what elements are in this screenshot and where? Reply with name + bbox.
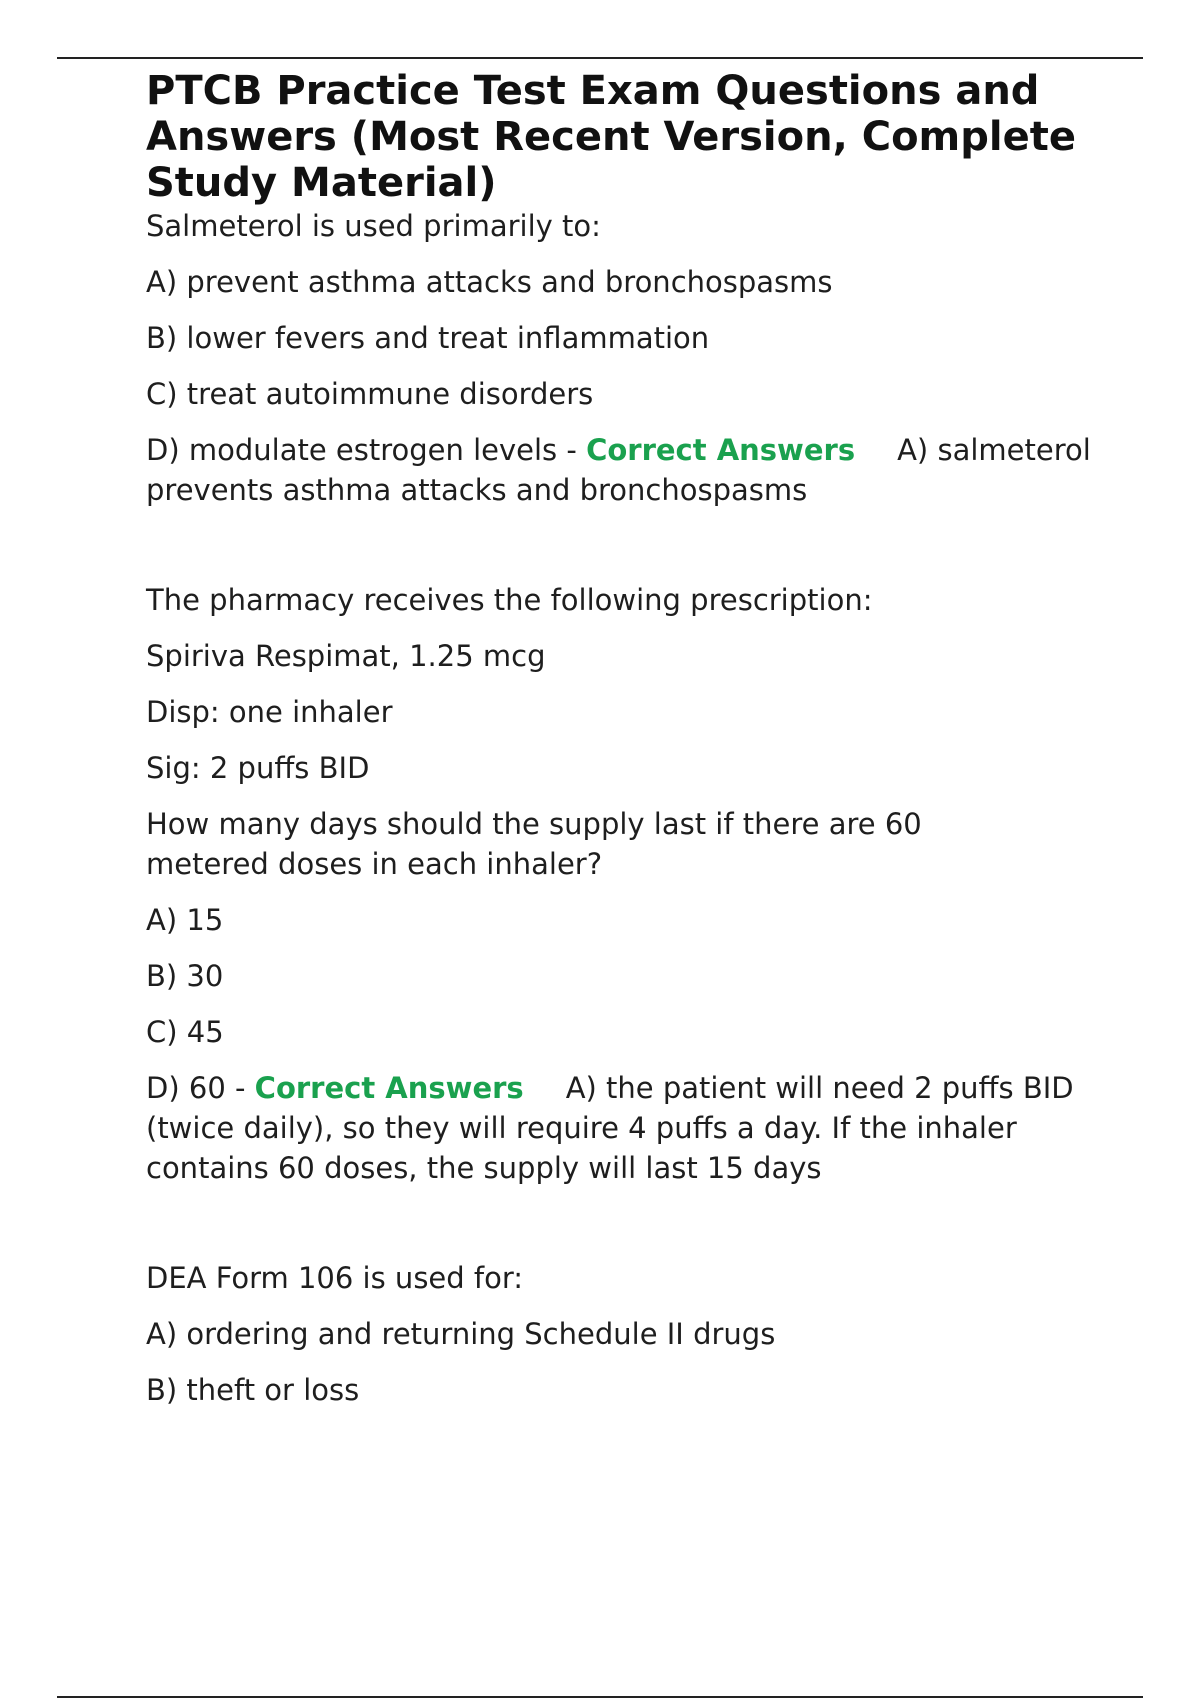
answer-option-with-key	[146, 430, 1106, 510]
document-body	[146, 68, 1106, 1426]
answer-option: D) 60 -	[146, 1071, 255, 1105]
question-text: Salmeterol is used primarily to:	[146, 209, 601, 243]
bottom-divider	[57, 1696, 1143, 1698]
prescription-line: Sig: 2 puffs BID	[146, 751, 370, 785]
answer-option: A) 15	[146, 903, 224, 937]
prescription-line: Spiriva Respimat, 1.25 mcg	[146, 639, 546, 673]
answer-option: B) theft or loss	[146, 1373, 360, 1407]
answer-option-with-key	[146, 1068, 1106, 1188]
question-block	[146, 1258, 1106, 1410]
question-text: DEA Form 106 is used for:	[146, 1261, 524, 1295]
question-block	[146, 206, 1106, 510]
answer-explanation: A) salmeterol prevents asthma attacks and bronchospasms	[146, 433, 1101, 507]
top-divider	[57, 57, 1143, 59]
question-text: How many days should the supply last if there are 60 metered doses in each inhaler?	[146, 807, 931, 881]
answer-explanation: A) the patient will need 2 puffs BID (twice daily), so they will require 4 puffs a day. If the inhaler contains 60 doses, the supply will last 15 days	[146, 1071, 1083, 1185]
correct-answers-label: Correct Answers	[586, 433, 856, 467]
question-text: The pharmacy receives the following prescription:	[146, 583, 873, 617]
answer-option: B) 30	[146, 959, 224, 993]
answer-option: C) 45	[146, 1015, 224, 1049]
prescription-line: Disp: one inhaler	[146, 695, 393, 729]
question-block	[146, 580, 1106, 1188]
answer-option: A) prevent asthma attacks and bronchospasms	[146, 265, 833, 299]
answer-option: D) modulate estrogen levels -	[146, 433, 587, 467]
answer-option: C) treat autoimmune disorders	[146, 377, 594, 411]
answer-option: A) ordering and returning Schedule II drugs	[146, 1317, 776, 1351]
correct-answers-label: Correct Answers	[254, 1071, 524, 1105]
page-title: PTCB Practice Test Exam Questions and Answers (Most Recent Version, Complete Study Material)	[146, 68, 1076, 206]
answer-option: B) lower fevers and treat inflammation	[146, 321, 710, 355]
